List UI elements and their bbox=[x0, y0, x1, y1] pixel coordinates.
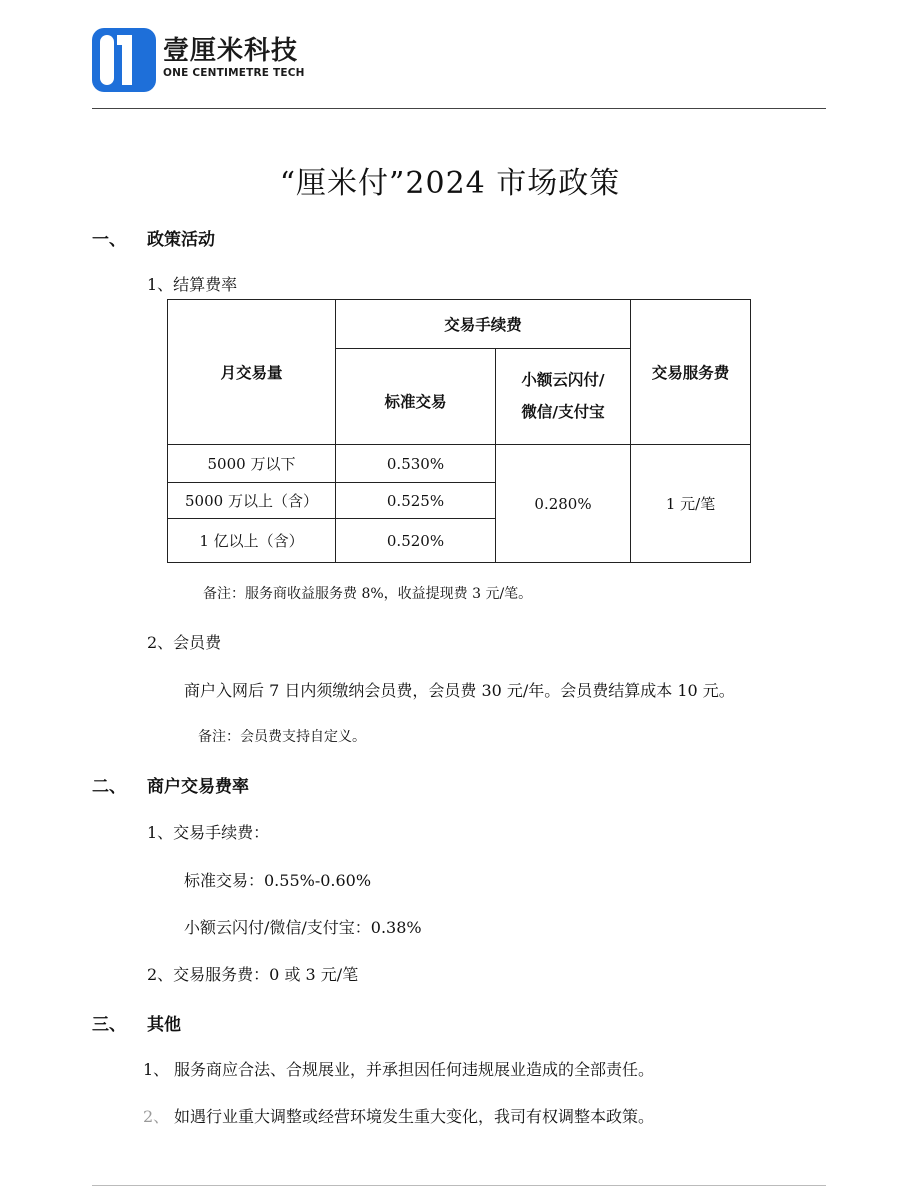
standard-rate-cell: 0.525% bbox=[336, 483, 496, 519]
header-small-line2: 微信/支付宝 bbox=[521, 402, 605, 421]
footer-divider bbox=[92, 1185, 826, 1186]
other-item-2-number: 2、 bbox=[143, 1107, 170, 1126]
standard-rate-cell: 0.530% bbox=[336, 445, 496, 483]
section-1-number: 一、 bbox=[92, 230, 126, 250]
header-monthly-volume: 月交易量 bbox=[168, 300, 336, 445]
company-name-cn: 壹厘米科技 bbox=[163, 36, 299, 66]
volume-cell: 5000 万以上（含） bbox=[168, 483, 336, 519]
note-membership: 备注：会员费支持自定义。 bbox=[198, 729, 366, 745]
other-item-2-text: 如遇行业重大调整或经营环境发生重大变化，我司有权调整本政策。 bbox=[174, 1107, 655, 1126]
section-1-title: 政策活动 bbox=[147, 230, 215, 250]
header-standard: 标准交易 bbox=[336, 349, 496, 445]
small-rate-cell: 0.280% bbox=[496, 445, 631, 563]
header-transaction-fee: 交易手续费 bbox=[336, 300, 631, 349]
section-3-number: 三、 bbox=[92, 1015, 126, 1035]
membership-label: 2、会员费 bbox=[147, 633, 222, 652]
other-item-1-number: 1、 bbox=[143, 1060, 170, 1079]
merchant-small-rate: 小额云闪付/微信/支付宝：0.38% bbox=[184, 918, 422, 937]
header-divider bbox=[92, 108, 826, 109]
volume-cell: 1 亿以上（含） bbox=[168, 519, 336, 563]
merchant-service-fee: 2、交易服务费：0 或 3 元/笔 bbox=[147, 965, 359, 984]
company-logo-icon bbox=[92, 28, 156, 92]
settlement-rate-table bbox=[167, 299, 751, 563]
note-service-fee: 备注：服务商收益服务费 8%，收益提现费 3 元/笔。 bbox=[203, 586, 533, 602]
other-item-1-text: 服务商应合法、合规展业，并承担因任何违规展业造成的全部责任。 bbox=[174, 1060, 655, 1079]
section-2-number: 二、 bbox=[92, 777, 126, 797]
company-name-en: ONE CENTIMETRE TECH bbox=[163, 67, 305, 79]
header-small-line1: 小额云闪付/ bbox=[521, 370, 605, 389]
settlement-rate-label: 1、结算费率 bbox=[147, 275, 238, 294]
volume-cell: 5000 万以下 bbox=[168, 445, 336, 483]
header-small-payment bbox=[496, 349, 631, 445]
page-title: “厘米付”2024 市场政策 bbox=[279, 166, 621, 201]
merchant-standard-rate: 标准交易：0.55%-0.60% bbox=[184, 871, 372, 890]
section-3-title: 其他 bbox=[147, 1015, 181, 1035]
membership-text: 商户入网后 7 日内须缴纳会员费，会员费 30 元/年。会员费结算成本 10 元。 bbox=[184, 681, 735, 700]
service-fee-cell: 1 元/笔 bbox=[631, 445, 751, 563]
merchant-fee-label: 1、交易手续费： bbox=[147, 823, 270, 842]
header-service-fee: 交易服务费 bbox=[631, 300, 751, 445]
standard-rate-cell: 0.520% bbox=[336, 519, 496, 563]
table-row bbox=[168, 445, 751, 483]
section-2-title: 商户交易费率 bbox=[147, 777, 249, 797]
